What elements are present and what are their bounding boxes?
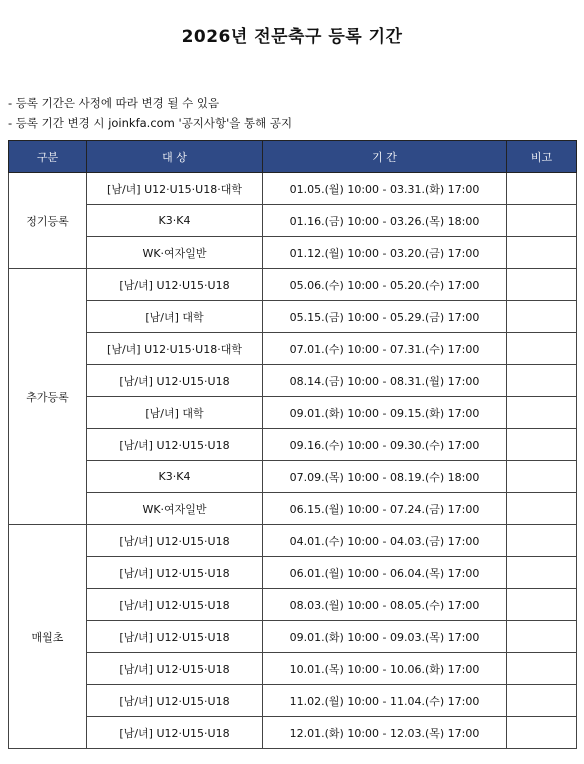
target-cell: [남/녀] U12·U15·U18 <box>87 589 263 621</box>
target-cell: [남/녀] U12·U15·U18 <box>87 685 263 717</box>
table-row <box>9 397 577 429</box>
table-row <box>9 589 577 621</box>
note-cell <box>507 205 577 237</box>
period-cell: 08.14.(금) 10:00 - 08.31.(월) 17:00 <box>263 365 507 397</box>
table-row <box>9 333 577 365</box>
table-row <box>9 301 577 333</box>
header-period: 기 간 <box>263 141 507 173</box>
target-cell: [남/녀] U12·U15·U18 <box>87 557 263 589</box>
note-line: - 등록 기간 변경 시 joinkfa.com '공지사항'을 통해 공지 <box>8 116 293 130</box>
note-cell <box>507 333 577 365</box>
target-cell: [남/녀] 대학 <box>87 397 263 429</box>
category-cell: 추가등록 <box>9 269 87 525</box>
registration-table <box>8 140 577 749</box>
note-cell <box>507 269 577 301</box>
category-cell: 매월초 <box>9 525 87 749</box>
table-row <box>9 237 577 269</box>
target-cell: [남/녀] U12·U15·U18 <box>87 365 263 397</box>
period-cell: 05.06.(수) 10:00 - 05.20.(수) 17:00 <box>263 269 507 301</box>
table-row <box>9 653 577 685</box>
period-cell: 11.02.(월) 10:00 - 11.04.(수) 17:00 <box>263 685 507 717</box>
note-cell <box>507 365 577 397</box>
note-cell <box>507 557 577 589</box>
period-cell: 04.01.(수) 10:00 - 04.03.(금) 17:00 <box>263 525 507 557</box>
target-cell: [남/녀] U12·U15·U18 <box>87 269 263 301</box>
period-cell: 09.01.(화) 10:00 - 09.15.(화) 17:00 <box>263 397 507 429</box>
category-cell: 정기등록 <box>9 173 87 269</box>
target-cell: [남/녀] U12·U15·U18 <box>87 525 263 557</box>
notes <box>8 93 292 133</box>
table-body <box>9 173 577 749</box>
table-row <box>9 205 577 237</box>
target-cell: [남/녀] U12·U15·U18·대학 <box>87 173 263 205</box>
table-row <box>9 717 577 749</box>
target-cell: [남/녀] U12·U15·U18 <box>87 717 263 749</box>
table-row <box>9 621 577 653</box>
target-cell: [남/녀] U12·U15·U18 <box>87 653 263 685</box>
table-header-row <box>9 141 577 173</box>
target-cell: WK·여자일반 <box>87 237 263 269</box>
target-cell: [남/녀] U12·U15·U18 <box>87 621 263 653</box>
note-cell <box>507 429 577 461</box>
period-cell: 01.16.(금) 10:00 - 03.26.(목) 18:00 <box>263 205 507 237</box>
period-cell: 08.03.(월) 10:00 - 08.05.(수) 17:00 <box>263 589 507 621</box>
period-cell: 01.05.(월) 10:00 - 03.31.(화) 17:00 <box>263 173 507 205</box>
note-cell <box>507 717 577 749</box>
note-cell <box>507 621 577 653</box>
table-row <box>9 173 577 205</box>
note-cell <box>507 493 577 525</box>
table-row <box>9 685 577 717</box>
table-row <box>9 365 577 397</box>
period-cell: 07.09.(목) 10:00 - 08.19.(수) 18:00 <box>263 461 507 493</box>
note-cell <box>507 589 577 621</box>
period-cell: 06.15.(월) 10:00 - 07.24.(금) 17:00 <box>263 493 507 525</box>
period-cell: 12.01.(화) 10:00 - 12.03.(목) 17:00 <box>263 717 507 749</box>
target-cell: [남/녀] 대학 <box>87 301 263 333</box>
table-row <box>9 493 577 525</box>
table-row <box>9 269 577 301</box>
note-cell <box>507 461 577 493</box>
header-target: 대 상 <box>87 141 263 173</box>
table-row <box>9 429 577 461</box>
period-cell: 06.01.(월) 10:00 - 06.04.(목) 17:00 <box>263 557 507 589</box>
note-cell <box>507 173 577 205</box>
note-line: - 등록 기간은 사정에 따라 변경 될 수 있음 <box>8 96 220 110</box>
period-cell: 09.16.(수) 10:00 - 09.30.(수) 17:00 <box>263 429 507 461</box>
target-cell: [남/녀] U12·U15·U18·대학 <box>87 333 263 365</box>
period-cell: 07.01.(수) 10:00 - 07.31.(수) 17:00 <box>263 333 507 365</box>
table-row <box>9 461 577 493</box>
period-cell: 01.12.(월) 10:00 - 03.20.(금) 17:00 <box>263 237 507 269</box>
target-cell: K3·K4 <box>87 461 263 493</box>
target-cell: WK·여자일반 <box>87 493 263 525</box>
target-cell: K3·K4 <box>87 205 263 237</box>
table-row <box>9 525 577 557</box>
page-title: 2026년 전문축구 등록 기간 <box>181 27 403 47</box>
header-category: 구분 <box>9 141 87 173</box>
note-cell <box>507 237 577 269</box>
note-cell <box>507 525 577 557</box>
note-cell <box>507 301 577 333</box>
period-cell: 05.15.(금) 10:00 - 05.29.(금) 17:00 <box>263 301 507 333</box>
note-cell <box>507 685 577 717</box>
table-row <box>9 557 577 589</box>
target-cell: [남/녀] U12·U15·U18 <box>87 429 263 461</box>
note-cell <box>507 653 577 685</box>
period-cell: 09.01.(화) 10:00 - 09.03.(목) 17:00 <box>263 621 507 653</box>
period-cell: 10.01.(목) 10:00 - 10.06.(화) 17:00 <box>263 653 507 685</box>
header-note: 비고 <box>507 141 577 173</box>
note-cell <box>507 397 577 429</box>
